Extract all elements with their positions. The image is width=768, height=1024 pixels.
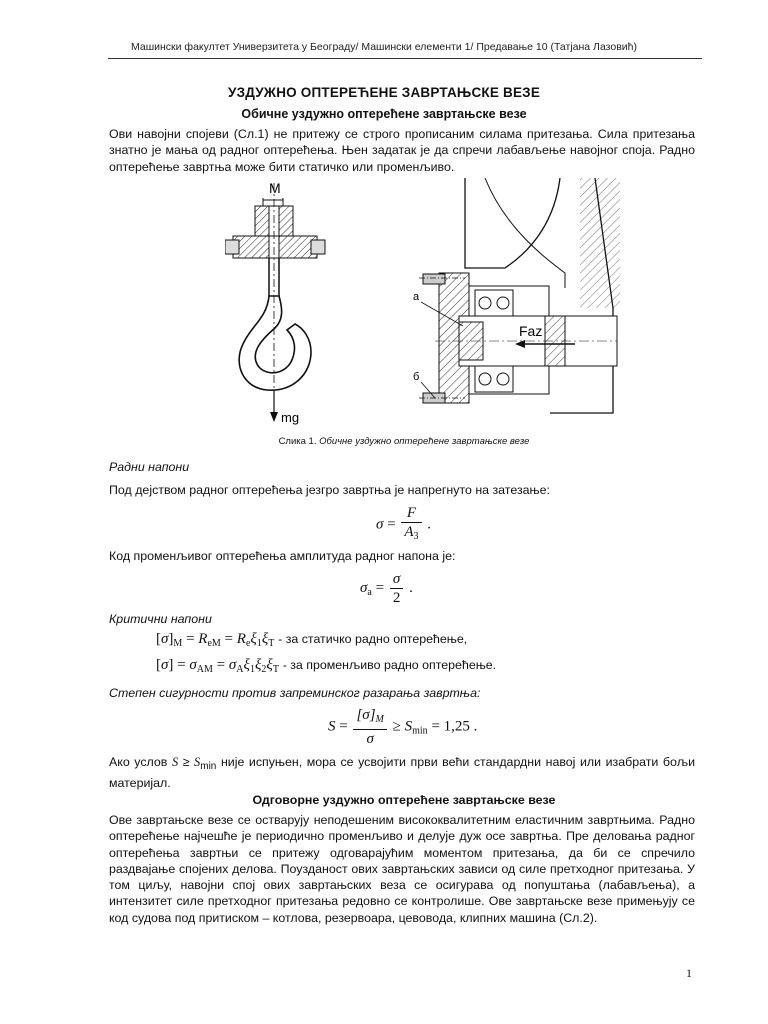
dimension-m-label: M <box>269 180 281 196</box>
formula-safety: S = $\frac{[\sigma]_M}{\sigma}$ ≥ $S_{min} = 1,25$ . <box>328 707 478 747</box>
radni-naponi-heading: Радни напони <box>109 460 190 474</box>
figure-caption: Слика 1. Обичне уздужно оптерећене завртањске везе <box>278 436 530 447</box>
safety-heading: Степен сигурности против запреминског разарања завртња: <box>109 686 481 700</box>
condition-paragraph: Ако услов $S \ge S_{min}$ није испуњен, мора се усвојити први већи стандардни навој или изабрати бољи материјал. <box>109 755 695 791</box>
formula-sigma-a: $\sigma_a$ = $\frac{\sigma}{2}$ . <box>360 571 413 606</box>
section-subtitle: Обичне уздужно оптерећене завртањске везе <box>241 107 527 121</box>
intro-paragraph: Ови навојни спојеви (Сл.1) не притежу се строго прописаним силама притезања. Сила притезања знатно је мања од радног оптерећења. Њен задатак је да спречи лабављење навојног споја. Радно оптерећење завртња може бити статичко или променљиво. <box>109 127 695 174</box>
kriticni-naponi-heading: Критични напони <box>109 612 212 626</box>
label-b: б <box>413 371 420 383</box>
page-title: УЗДУЖНО ОПТЕРЕЋЕНЕ ЗАВРТАЊСКЕ ВЕЗЕ <box>227 85 541 100</box>
formula-critical-variable: $[\sigma] = \sigma_{AM} = \sigma_A\xi_1\xi_2\xi_T$ - за променљиво радно оптерећење. <box>156 657 497 675</box>
load-text: Под дејством радног оптерећења језгро завртња је напрегнуто на затезање: <box>109 483 550 497</box>
force-mg-label: mg <box>281 410 300 425</box>
formula-critical-static: $[\sigma]_M = R_{eM} = R_e\xi_1\xi_T$ - за статичко радно оптерећење, <box>156 631 468 649</box>
section2-title: Одговорне уздужно оптерећене завртањске везе <box>252 793 556 807</box>
bearing-figure <box>395 178 620 430</box>
force-faz-label: Faz <box>519 323 543 339</box>
section2-paragraph: Ове завртањске везе се остварују неподешеним висококвалитетним еластичним завртњима. Радно оптерећење најчешће је периодично променљиво и делује дуж осе завртња. Пре деловања радног оптерећења завртњи се притежу одговарајућим моментом притезања, да би се спречило раздвајање спојених делова. Поузданост ових завртањских зависи од силе претходног притезања. У том циљу, навојни спој ових завртањских веза се осигурава од попуштања (лабављења), а интензитет силе претходног притезања редовно се контролише. Ове завртањске везе примењују се код судова под притиском – котлова, резервоара, цевовода, клипних машина (Сл.2). <box>109 813 695 925</box>
page-header: Машински факултет Универзитета у Београду/ Машински елементи 1/ Предавање 10 (Татјана Лазовић) <box>131 41 637 53</box>
header-rule <box>108 58 702 59</box>
hook-figure <box>225 178 335 430</box>
page-number: 1 <box>686 966 692 980</box>
label-a: а <box>413 291 420 303</box>
formula-sigma: σ = $\frac{F}{A_3}$ . <box>376 505 432 542</box>
amplitude-text: Код променљивог оптерећења амплитуда радног напона је: <box>109 549 456 563</box>
